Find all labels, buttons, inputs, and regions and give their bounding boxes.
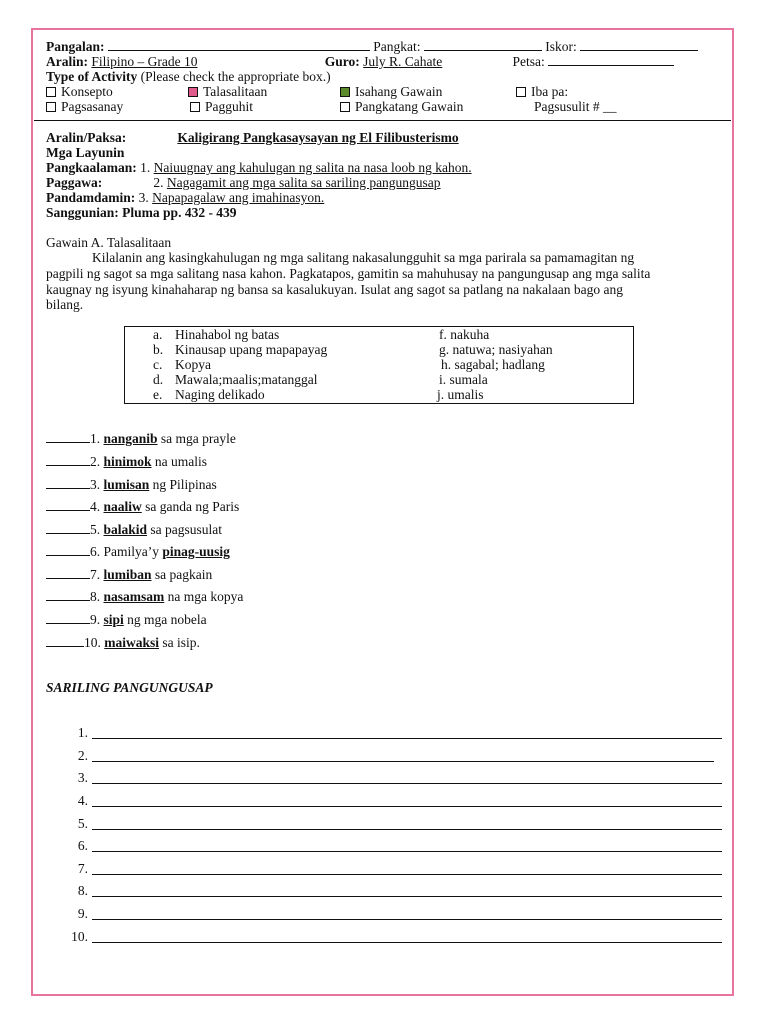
answer-blank[interactable] xyxy=(46,634,84,647)
activity-row xyxy=(46,69,331,85)
pandamdamin-row xyxy=(46,190,324,206)
instructions-line-4: bilang. xyxy=(46,297,84,312)
paggawa-num: 2. xyxy=(153,175,164,190)
item-3: 3. lumisan ng Pilipinas xyxy=(46,476,217,493)
item-10: 10. maiwaksi sa isip. xyxy=(46,634,200,651)
sentence-input-10[interactable] xyxy=(92,942,722,943)
option-konsepto[interactable]: Konsepto xyxy=(46,84,113,100)
choice-b: b. Kinausap upang mapapayag xyxy=(153,342,328,357)
pangkaalaman-num: 1. xyxy=(140,160,151,175)
option-pangkatang-gawain[interactable]: Pangkatang Gawain xyxy=(340,99,463,115)
aralin-label: Aralin: xyxy=(46,54,88,69)
item-7: 7. lumiban sa pagkain xyxy=(46,566,212,583)
item-6: 6. Pamilya’y pinag-uusig xyxy=(46,543,230,560)
sentence-line-5: 5. xyxy=(66,816,726,832)
pandamdamin-num: 3. xyxy=(138,190,149,205)
sentence-line-3: 3. xyxy=(66,770,726,786)
sentence-input-6[interactable] xyxy=(92,851,722,852)
pandamdamin-value: Napapagalaw ang imahinasyon. xyxy=(152,190,325,205)
answer-blank[interactable] xyxy=(46,611,90,624)
layunin-label: Mga Layunin xyxy=(46,145,125,160)
activity-note: (Please check the appropriate box.) xyxy=(140,69,331,84)
option-pagguhit[interactable]: Pagguhit xyxy=(190,99,253,115)
activity-label: Type of Activity xyxy=(46,69,138,84)
sentence-line-6: 6. xyxy=(66,838,726,854)
option-iba-pa[interactable]: Iba pa: xyxy=(516,84,568,100)
answer-blank[interactable] xyxy=(46,543,90,556)
answer-blank[interactable] xyxy=(46,476,90,489)
aralin-value: Filipino – Grade 10 xyxy=(91,54,198,69)
sentence-line-10: 10. xyxy=(66,929,726,945)
paggawa-value: Nagagamit ang mga salita sa sariling pangungusap xyxy=(166,175,441,190)
checkbox-icon[interactable] xyxy=(46,87,56,97)
aralin-paksa-row xyxy=(46,130,663,146)
pagsusulit-label: Pagsusulit # __ xyxy=(534,99,617,114)
sentence-input-8[interactable] xyxy=(92,896,722,897)
choice-g: g. natuwa; nasiyahan xyxy=(439,342,553,357)
option-pagsasanay[interactable]: Pagsasanay xyxy=(46,99,123,115)
sentence-input-3[interactable] xyxy=(92,783,722,784)
pangkaalaman-label: Pangkaalaman: xyxy=(46,160,137,175)
sentence-line-8: 8. xyxy=(66,883,726,899)
sentence-line-7: 7. xyxy=(66,861,726,877)
answer-blank[interactable] xyxy=(46,453,90,466)
sariling-title: SARILING PANGUNGUSAP xyxy=(46,680,213,695)
gawain-title: Gawain A. Talasalitaan xyxy=(46,235,172,250)
choice-a: a. Hinahabol ng batas xyxy=(153,327,280,342)
choice-j: j. umalis xyxy=(437,387,484,402)
checkbox-checked-icon[interactable] xyxy=(340,87,350,97)
answer-blank[interactable] xyxy=(46,498,90,511)
item-8: 8. nasamsam na mga kopya xyxy=(46,588,243,605)
choice-d: d. Mawala;maalis;matanggal xyxy=(153,372,318,387)
sanggunian-row xyxy=(46,205,237,221)
item-2: 2. hinimok na umalis xyxy=(46,453,207,470)
guro-value: July R. Cahate xyxy=(363,54,443,69)
checkbox-checked-icon[interactable] xyxy=(188,87,198,97)
pangkaalaman-value: Naiuugnay ang kahulugan ng salita na nasa loob ng kahon. xyxy=(153,160,472,175)
paggawa-row xyxy=(46,175,441,191)
petsa-field[interactable] xyxy=(548,53,674,66)
pangkaalaman-row xyxy=(46,160,472,176)
sentence-input-5[interactable] xyxy=(92,829,722,830)
sentence-input-9[interactable] xyxy=(92,919,722,920)
choice-c: c. Kopya xyxy=(153,357,211,372)
pandamdamin-label: Pandamdamin: xyxy=(46,190,136,205)
answer-blank[interactable] xyxy=(46,521,90,534)
checkbox-icon[interactable] xyxy=(340,102,350,112)
choice-h: h. sagabal; hadlang xyxy=(441,357,545,372)
instructions-line-3: kaugnay ng isyung kinahaharap ng bansa sa kasalukuyan. Isulat ang sagot sa patlang na nakalaan bago ang xyxy=(46,282,623,297)
item-5: 5. balakid sa pagsusulat xyxy=(46,521,222,538)
sentence-line-2: 2. xyxy=(66,748,726,764)
pangalan-label: Pangalan: xyxy=(46,39,105,54)
choice-e: e. Naging delikado xyxy=(153,387,265,402)
checkbox-icon[interactable] xyxy=(190,102,200,112)
answer-blank[interactable] xyxy=(46,430,90,443)
sentence-line-4: 4. xyxy=(66,793,726,809)
item-9: 9. sipi ng mga nobela xyxy=(46,611,207,628)
sentence-input-2[interactable] xyxy=(92,761,714,762)
iskor-label: Iskor: xyxy=(545,39,577,54)
petsa-label: Petsa: xyxy=(512,54,545,69)
item-1: 1. nanganib sa mga prayle xyxy=(46,430,236,447)
pangalan-field[interactable] xyxy=(108,38,370,51)
answer-blank[interactable] xyxy=(46,566,90,579)
pangkat-label: Pangkat: xyxy=(373,39,421,54)
option-talasalitaan[interactable]: Talasalitaan xyxy=(188,84,267,100)
instructions-line-1: Kilalanin ang kasingkahulugan ng mga salitang nakasalungguhit sa mga parirala sa pamamagitan ng xyxy=(92,250,635,265)
checkbox-icon[interactable] xyxy=(516,87,526,97)
sentence-line-9: 9. xyxy=(66,906,726,922)
sanggunian-label: Sanggunian: xyxy=(46,205,119,220)
instructions-line-2: pagpili ng sagot sa mga salitang nasa kahon. Pagkatapos, gamitin sa mahuhusay na pangungusap ang mga salita xyxy=(46,266,651,281)
choice-i: i. sumala xyxy=(439,372,488,387)
sentence-input-7[interactable] xyxy=(92,874,722,875)
sentence-input-4[interactable] xyxy=(92,806,722,807)
sentence-input-1[interactable] xyxy=(92,738,722,739)
guro-label: Guro: xyxy=(324,54,360,69)
header-divider xyxy=(34,120,731,121)
pangkat-field[interactable] xyxy=(424,38,542,51)
item-4: 4. naaliw sa ganda ng Paris xyxy=(46,498,239,515)
iskor-field[interactable] xyxy=(580,38,698,51)
sentence-line-1: 1. xyxy=(66,725,726,741)
sanggunian-value: Pluma pp. 432 - 439 xyxy=(122,205,237,220)
answer-blank[interactable] xyxy=(46,588,90,601)
aralin-row xyxy=(46,53,674,70)
choice-f: f. nakuha xyxy=(439,327,490,342)
checkbox-icon[interactable] xyxy=(46,102,56,112)
option-isahang-gawain[interactable]: Isahang Gawain xyxy=(340,84,442,100)
aralin-paksa-value: Kaligirang Pangkasaysayan ng El Filibusterismo xyxy=(177,130,459,145)
paggawa-label: Paggawa: xyxy=(46,175,103,190)
aralin-paksa-label: Aralin/Paksa: xyxy=(46,130,127,145)
